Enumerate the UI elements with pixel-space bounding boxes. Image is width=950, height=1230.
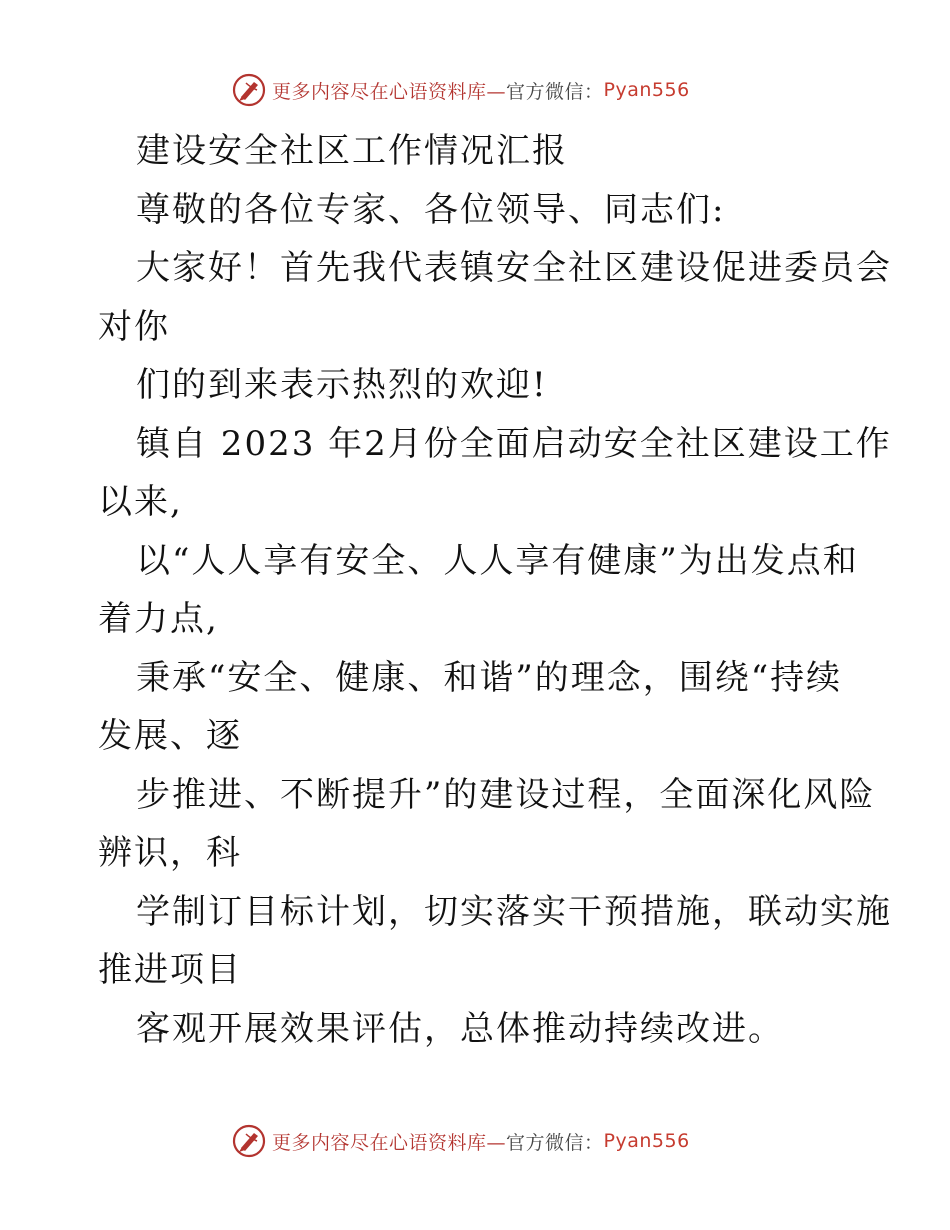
- paragraph-line: 推进项目: [98, 950, 242, 990]
- paragraph-line: 步推进、不断提升”的建设过程，全面深化风险: [136, 774, 876, 815]
- paragraph-line: 客观开展效果评估，总体推动持续改进。: [136, 1008, 784, 1049]
- paragraph-line: 辨识，科: [98, 833, 242, 873]
- watermark-banner-top: [232, 70, 712, 110]
- paragraph-line: 们的到来表示热烈的欢迎!: [136, 365, 548, 405]
- paragraph-line: 发展、逐: [98, 716, 242, 756]
- paragraph-line: 秉承“安全、健康、和谐”的理念，围绕“持续: [136, 657, 843, 698]
- paragraph-line: 大家好！首先我代表镇安全社区建设促进委员会: [136, 248, 892, 288]
- paragraph-line: 学制订目标计划，切实落实干预措施，联动实施: [136, 891, 892, 932]
- watermark-wechat-label: 官方微信：: [506, 1131, 604, 1154]
- paragraph-line: 以“人人享有安全、人人享有健康”为出发点和: [136, 540, 859, 581]
- paragraph-line: 对你: [98, 306, 170, 347]
- paragraph-line: 建设安全社区工作情况汇报: [136, 131, 568, 171]
- watermark-wechat-id: Pyan556: [603, 1130, 690, 1152]
- watermark-text: 更多内容尽在心语资料库—: [272, 1131, 507, 1154]
- paragraph-line: 镇自 2023 年2月份全面启动安全社区建设工作: [136, 423, 892, 464]
- paragraph-line: 以来,: [98, 482, 183, 522]
- paragraph-line: 尊敬的各位专家、各位领导、同志们:: [136, 189, 726, 230]
- watermark-wechat-id: Pyan556: [603, 79, 690, 101]
- paragraph-line: 着力点,: [98, 599, 219, 639]
- quill-logo-icon: [232, 1124, 266, 1158]
- watermark-wechat-label: 官方微信：: [506, 80, 604, 103]
- watermark-text: 更多内容尽在心语资料库—: [272, 80, 507, 103]
- watermark-banner-bottom: [232, 1121, 712, 1161]
- quill-logo-icon: [232, 73, 266, 107]
- document-body: [98, 122, 892, 1058]
